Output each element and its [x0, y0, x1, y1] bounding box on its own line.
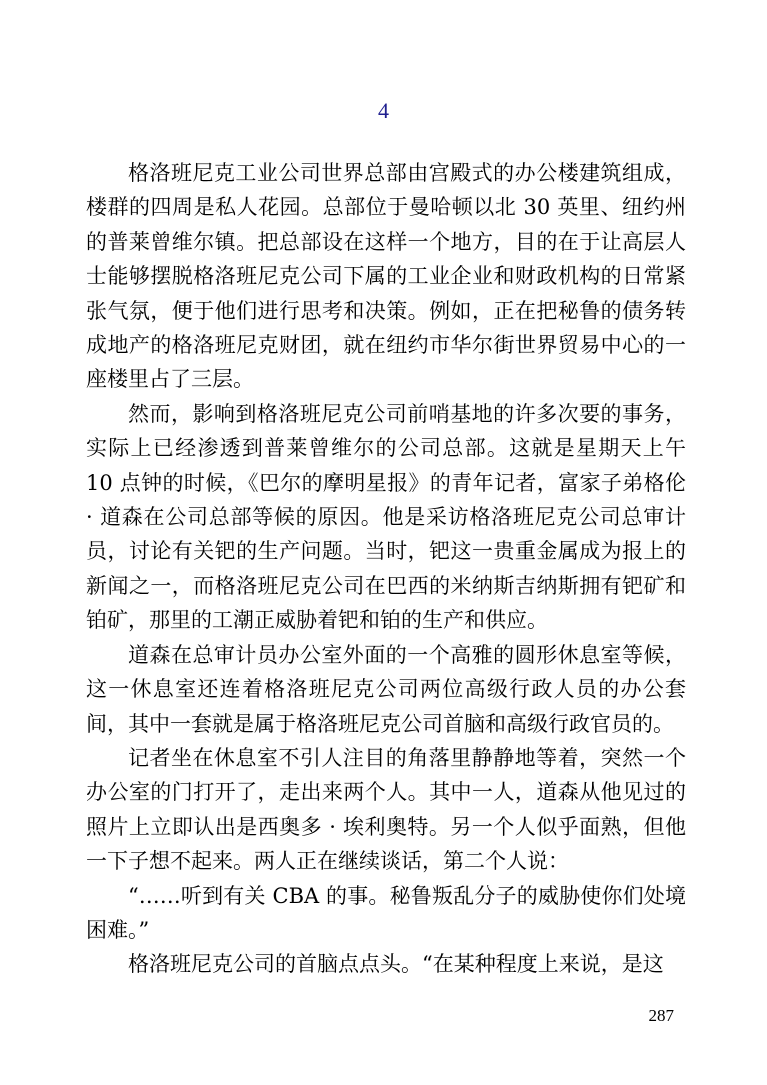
paragraph-6: 格洛班尼克公司的首脑点点头。“在某种程度上来说，是这: [128, 952, 664, 977]
page-number: 287: [648, 1006, 674, 1025]
chapter-number: 4: [378, 98, 389, 123]
paragraph-3: 道森在总审计员办公室外面的一个高雅的圆形休息室等候，这一休息室还连着格洛班尼克公司两位高级行政人员的办公套间，其中一套就是属于格洛班尼克公司首脑和高级行政官员的。: [86, 642, 686, 736]
body-text: [86, 156, 686, 982]
paragraph-1: 格洛班尼克工业公司世界总部由宫殿式的办公楼建筑组成，楼群的四周是私人花园。总部位于曼哈顿以北 30 英里、纽约州的普莱曾维尔镇。把总部设在这样一个地方，目的在于让高层人士能够摆脱格洛班尼克公司下属的工业企业和财政机构的日常紧张气氛，便于他们进行思考和决策。例如，正在把秘鲁的债务转成地产的格洛班尼克财团，就在纽约市华尔街世界贸易中心的一座楼里占了三层。: [86, 161, 686, 392]
paragraph-5: “……听到有关 CBA 的事。秘鲁叛乱分子的威胁使你们处境困难。”: [86, 883, 687, 942]
paragraph-2: 然而，影响到格洛班尼克公司前哨基地的许多次要的事务，实际上已经渗透到普莱曾维尔的公司总部。这就是星期天上午 10 点钟的时候，《巴尔的摩明星报》的青年记者，富家子弟格伦 · 道森在公司总部等候的原因。他是采访格洛班尼克公司总审计员，讨论有关钯的生产问题。当时，钯这一贵重金属成为报上的新闻之一，而格洛班尼克公司在巴西的米纳斯吉纳斯拥有钯矿和铂矿，那里的工潮正威胁着钯和铂的生产和供应。: [86, 401, 686, 633]
paragraph-4: 记者坐在休息室不引人注目的角落里静静地等着，突然一个办公室的门打开了，走出来两个人。其中一人，道森从他见过的照片上立即认出是西奥多 · 埃利奥特。另一个人似乎面熟，但他一下子想不起来。两人正在继续谈话，第二个人说：: [86, 745, 686, 874]
